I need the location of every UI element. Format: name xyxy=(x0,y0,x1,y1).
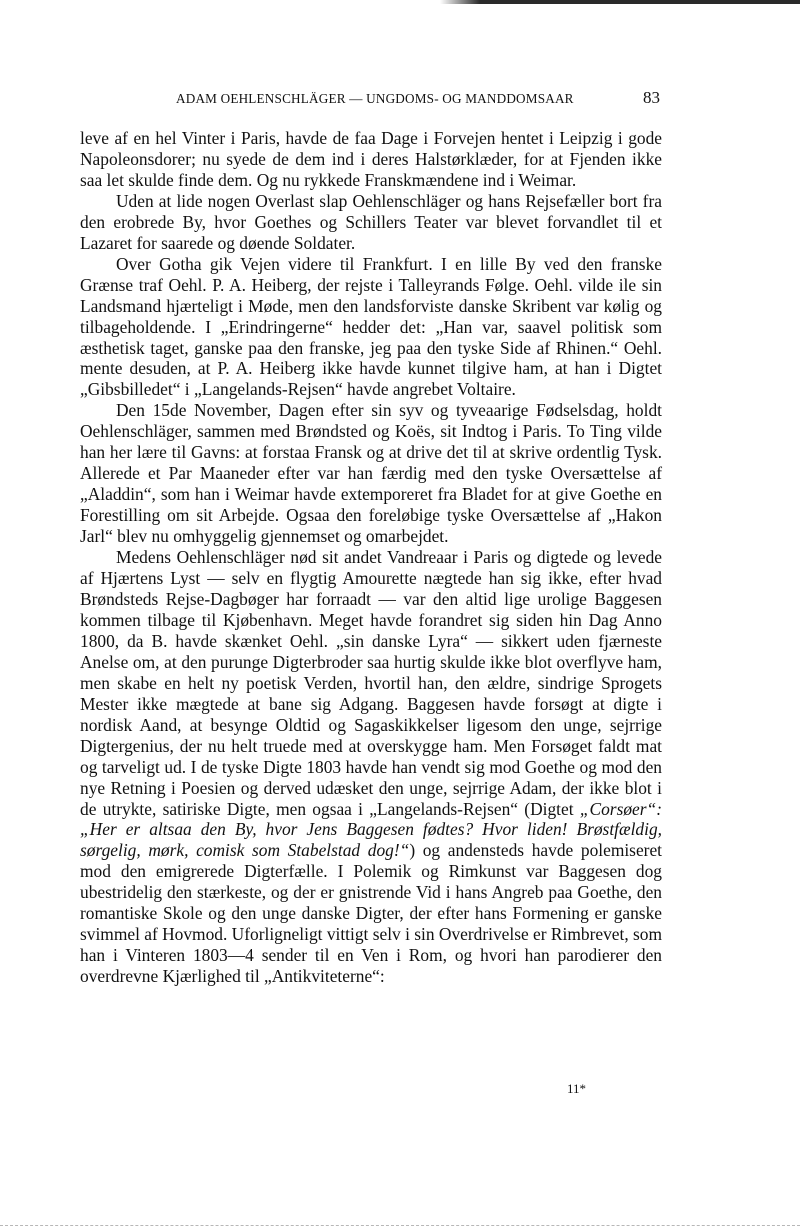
body-text xyxy=(80,128,662,987)
paragraph-3: Over Gotha gik Vejen videre til Frankfurt. I en lille By ved den franske Grænse traf Oehl. P. A. Heiberg, der rejste i Talleyrands Følge. Oehl. vilde ile sin Landsmand hjærteligt i Møde, men den landsforviste danske Skribent var kølig og tilbageholdende. I „Erindringerne“ hedder det: „Han var, saavel politisk som æsthetisk taget, ganske paa den franske, jeg paa den tyske Side af Rhinen.“ Oehl. mente desuden, at P. A. Heiberg ikke havde kunnet tilgive ham, at han i Digtet „Gibsbilledet“ i „Langelands-Rejsen“ havde angrebet Voltaire. xyxy=(80,253,662,400)
paragraph-1: leve af en hel Vinter i Paris, havde de faa Dage i Forvejen hentet i Leipzig i gode Napoleonsdorer; nu syede de dem ind i deres Halstørklæder, for at Fjenden ikke saa let skulde finde dem. Og nu rykkede Franskmændene ind i Weimar. xyxy=(80,128,662,190)
scan-top-edge xyxy=(0,0,800,4)
paragraph-4: Den 15de November, Dagen efter sin syv og tyveaarige Fødselsdag, holdt Oehlenschläger, sammen med Brøndsted og Koës, sit Indtog i Paris. To Ting vilde han her lære til Gavns: at forstaa Fransk og at drive det til at skrive ordentlig Tysk. Allerede et Par Maaneder efter var han færdig med den tyske Oversættelse af „Aladdin“, som han i Weimar havde extemporeret fra Bladet for at give Goethe en Forestilling om sit Arbejde. Ogsaa den foreløbige tyske Oversættelse af „Hakon Jarl“ blev nu omhyggelig gjennemset og omarbejdet. xyxy=(80,400,662,547)
signature-mark: 11* xyxy=(567,1081,587,1096)
scan-bottom-edge xyxy=(0,1224,800,1226)
paragraph-5-text-before: Medens Oehlenschläger nød sit andet Vandreaar i Paris og digtede og levede af Hjærtens Lyst — selv en flygtig Amourette nægtede han sig ikke, efter hvad Brøndsteds Rejse-Dagbøger har forraadt — var den altid lige urolige Baggesen kommen tilbage til Kjøbenhavn. Meget havde forandret sig siden hin Dag Anno 1800, da B. havde skænket Oehl. „sin danske Lyra“ — sikkert uden fjærneste Anelse om, at den purunge Digterbroder saa hurtig skulde ikke blot overflyve ham, men skabe en helt ny poetisk Verden, hvortil han, den ældre, sindrige Sprogets Mester ikke mægtede at bane sig Adgang. Baggesen havde forsøgt at digte i nordisk Aand, at besynge Oldtid og Sagaskikkelser ligesom den unge, sejrrige Digtergenius, der nu helt truede med at overskygge ham. Men Forsøget faldt mat og tarveligt ud. I de tyske Digte 1803 havde han vendt sig mod Goethe og mod den nye Retning i Poesien og derved udæsket den unge, sejrrige Adam, der ikke blot i de utrykte, satiriske Digte, men ogsaa i „Langelands-Rejsen“ (Digtet xyxy=(80,547,662,819)
page-number: 83 xyxy=(643,88,660,107)
page-header xyxy=(80,88,662,110)
paragraph-5 xyxy=(80,547,662,987)
running-head: ADAM OEHLENSCHLÄGER — UNGDOMS- OG MANDDOMSAAR xyxy=(176,91,574,106)
paragraph-5-italic-quote: „Corsøer“: „Her er altsaa den By, hvor Jens Baggesen fødtes? Hvor liden! Brøstfældig, sørgelig, mørk, comisk som Stabelstad dog!“ xyxy=(80,798,662,861)
paragraph-2: Uden at lide nogen Overlast slap Oehlenschläger og hans Rejsefæller bort fra den erobrede By, hvor Goethes og Schillers Teater var blevet forvandlet til et Lazaret for saarede og døende Soldater. xyxy=(80,190,662,253)
paragraph-5-text-after: ) og andensteds havde polemiseret mod den emigrerede Digterfælle. I Polemik og Rimkunst var Baggesen dog ubestridelig den stærkeste, og der er gnistrende Vid i hans Angreb paa Goethe, den romantiske Skole og den unge danske Digter, der efter hans Formening er ganske svimmel af Hovmod. Uforligneligt vittigt selv i sin Overdrivelse er Rimbrevet, som han i Vinteren 1803—4 sender til en Ven i Rom, og hvori han parodierer den overdrevne Kjærlighed til „Antikviteterne“: xyxy=(80,840,663,987)
